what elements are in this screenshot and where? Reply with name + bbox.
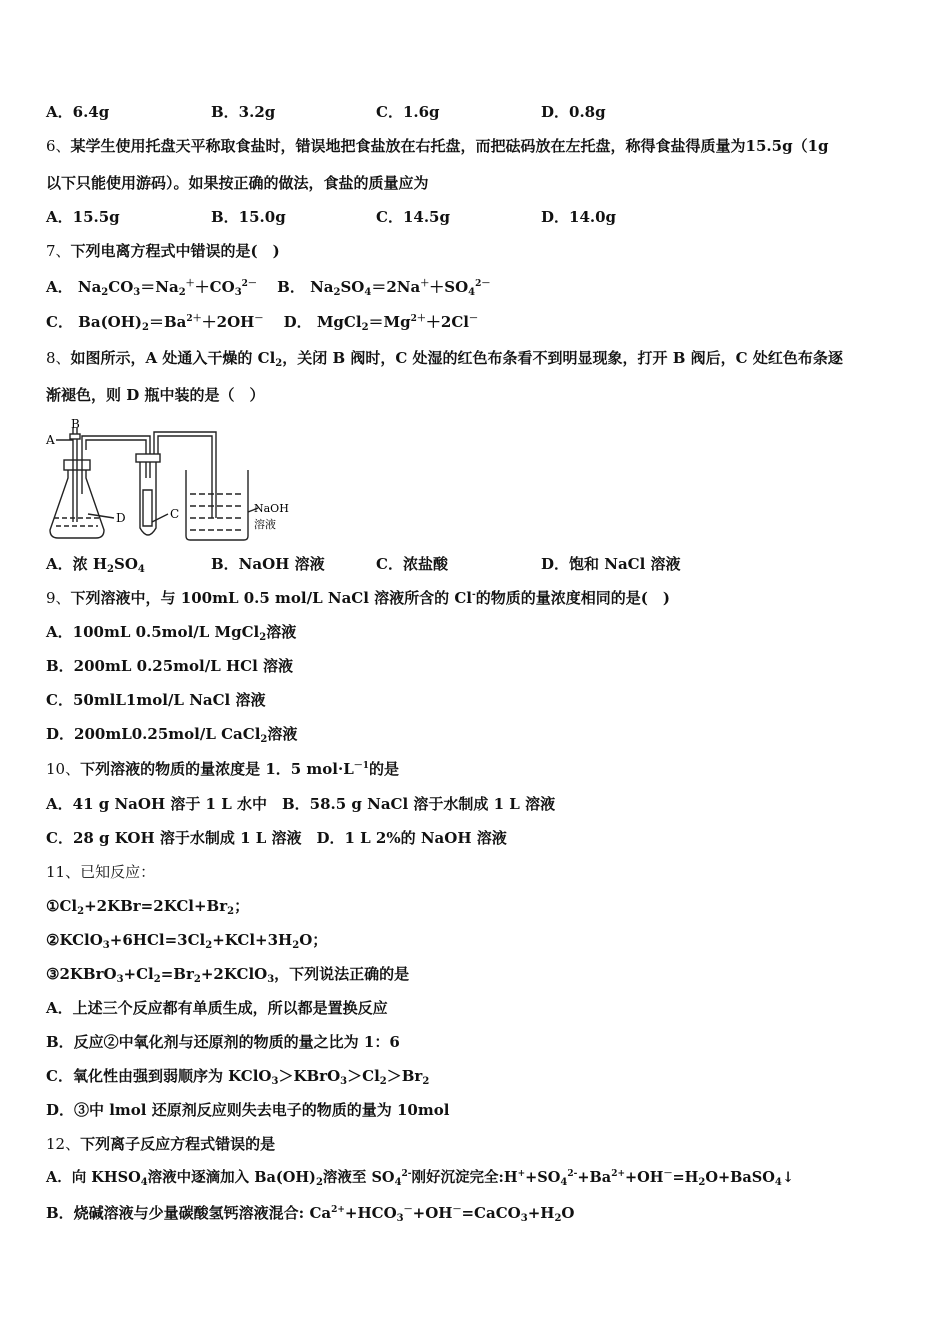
q7-options-cd: C． $Ba(OH)_2=Ba^{2+}+2OH^-$ D． $MgCl_2=Mg^{2+}+2Cl^-$ <box>46 313 478 333</box>
q6-option-d: D．14.0g <box>541 208 617 226</box>
q8-stem-line1: 8、如图所示，A 处通入干燥的 $Cl_2$，关闭 B 阀时，C 处湿的红色布条看不到明显现象，打开 B 阀后，C 处红色布条逐 <box>46 349 843 369</box>
q12-option-b: B．烧碱溶液与少量碳酸氢钙溶液混合: $Ca^{2+}+HCO_3^-+OH^-=CaCO_3+H_2O$ <box>46 1204 575 1224</box>
q7-options-ab: A． $Na_2CO_3=Na_2^++CO_3^{2-}$ B． $Na_2SO_4=2Na^++SO_4^{2-}$ <box>46 278 491 298</box>
q6-option-c: C．14.5g <box>376 208 450 226</box>
q10-stem: 10、下列溶液的物质的量浓度是 1．5 $mol\cdot L^{-1}$的是 <box>46 760 400 778</box>
apparatus-figure <box>44 418 294 546</box>
q11-option-a: A．上述三个反应都有单质生成，所以都是置换反应 <box>46 999 388 1017</box>
q5-option-a: A．6.4g <box>46 103 110 121</box>
q11-option-c: C．氧化性由强到弱顺序为 $KClO_3>KBrO_3>Cl_2>Br_2$ <box>46 1067 430 1087</box>
q12-stem: 12、下列离子反应方程式错误的是 <box>46 1135 276 1153</box>
q12-option-a: A．向 $KHSO_4$溶液中逐滴加入 $Ba(OH)_2$溶液至 $SO_4^{2-}$刚好沉淀完全$:H^++SO_4^{2-}+Ba^{2+}+OH^-=H_2O+BaSO_4↓$ <box>46 1169 794 1188</box>
q10-options-cd: C．28 g KOH 溶于水制成 1 L 溶液 D．1 L 2%的 NaOH 溶液 <box>46 829 507 847</box>
q8-option-b: B．NaOH 溶液 <box>211 555 325 573</box>
label-c: C <box>170 507 180 521</box>
q6-stem-line2: 以下只能使用游码）。如果按正确的做法，食盐的质量应为 <box>46 174 429 192</box>
q5-option-b: B．3.2g <box>211 103 276 121</box>
label-naoh: NaOH <box>254 502 289 515</box>
q7-stem: 7、下列电离方程式中错误的是( ) <box>46 242 280 260</box>
q9-stem: 9、下列溶液中，与 100mL 0.5 mol/L NaCl 溶液所含的 Cl-的物质的量浓度相同的是( ) <box>46 589 670 607</box>
q6-option-b: B．15.0g <box>211 208 286 226</box>
q9-option-b: B．200mL 0.25mol/L HCl 溶液 <box>46 657 294 675</box>
q11-reaction-1: $①Cl_2+2KBr=2KCl+Br_2$； <box>46 897 250 917</box>
label-b: B <box>71 418 80 431</box>
q10-options-ab: A．41 g NaOH 溶于 1 L 水中 B．58.5 g NaCl 溶于水制成 1 L 溶液 <box>46 795 556 813</box>
label-solution: 溶液 <box>254 518 276 531</box>
q9-option-a: A．100mL 0.5mol/L MgCl$_2$溶液 <box>46 623 297 643</box>
q11-option-d: D．③中 lmol 还原剂反应则失去电子的物质的量为 10mol <box>46 1101 450 1119</box>
q6-option-a: A．15.5g <box>46 208 120 226</box>
label-a: A <box>46 433 55 447</box>
q11-stem: 11、已知反应： <box>46 863 156 881</box>
q8-option-a: A．浓 $H_2SO_4$ <box>46 555 145 575</box>
q9-option-c: C．50mlL1mol/L NaCl 溶液 <box>46 691 266 709</box>
q11-reaction-2: $②KClO_3+6HCl=3Cl_2+KCl+3H_2O$； <box>46 931 328 951</box>
q9-option-d: D．200mL0.25mol/L CaCl$_2$溶液 <box>46 725 298 745</box>
q8-option-d: D．饱和 NaCl 溶液 <box>541 555 681 573</box>
q6-stem-line1: 6、某学生使用托盘天平称取食盐时，错误地把食盐放在右托盘，而把砝码放在左托盘，称得食盐得质量为15.5g（1g <box>46 137 829 155</box>
q5-option-d: D．0.8g <box>541 103 606 121</box>
q11-reaction-3: $③2KBrO_3+Cl_2=Br_2+2KClO_3$，下列说法正确的是 <box>46 965 410 985</box>
q8-stem-line2: 渐褪色，则 D 瓶中装的是（ ） <box>46 386 265 404</box>
q11-option-b: B．反应②中氧化剂与还原剂的物质的量之比为 1：6 <box>46 1033 400 1051</box>
q8-option-c: C．浓盐酸 <box>376 555 448 573</box>
label-d: D <box>116 511 126 525</box>
q5-option-c: C．1.6g <box>376 103 440 121</box>
